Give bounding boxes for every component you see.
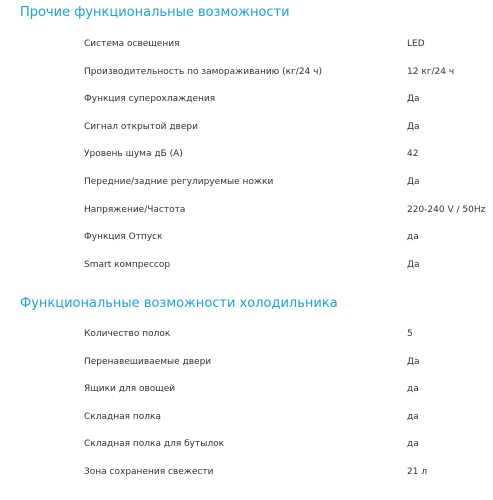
spec-value: 5 xyxy=(407,329,413,339)
spec-label: Ящики для овощей xyxy=(84,384,176,395)
spec-label: Складная полка для бутылок xyxy=(84,439,225,450)
spec-label: Сигнал открытой двери xyxy=(84,121,198,132)
spec-value: Да xyxy=(407,176,420,187)
spec-row-supercooling xyxy=(0,92,493,120)
spec-label: Функция Отпуск xyxy=(84,232,163,243)
spec-value: 220-240 V / 50Hz xyxy=(407,204,486,215)
spec-value: LED xyxy=(407,39,425,49)
spec-list-fridge-features xyxy=(0,327,493,493)
spec-value: 12 кг/24 ч xyxy=(407,66,455,77)
spec-row-noise-level xyxy=(0,147,493,175)
spec-list-other-features xyxy=(0,37,493,285)
spec-label: Smart компрессор xyxy=(84,259,171,270)
spec-value: да xyxy=(407,439,419,450)
spec-label: Количество полок xyxy=(84,329,171,339)
spec-label: Складная полка xyxy=(84,411,161,422)
spec-row-bottle-shelf xyxy=(0,437,493,465)
spec-value: 21 л xyxy=(407,466,428,477)
spec-value: да xyxy=(407,411,419,422)
spec-row-freezing-capacity xyxy=(0,65,493,93)
spec-row-door-alarm xyxy=(0,120,493,148)
spec-row-freshness-zone xyxy=(0,465,493,493)
spec-label: Система освещения xyxy=(84,39,180,49)
spec-label: Передние/задние регулируемые ножки xyxy=(84,176,274,187)
spec-row-smart-compressor xyxy=(0,258,493,286)
spec-row-lighting xyxy=(0,37,493,65)
spec-value: Да xyxy=(407,94,420,105)
spec-row-folding-shelf xyxy=(0,410,493,438)
spec-label: Напряжение/Частота xyxy=(84,204,186,215)
spec-row-shelf-count xyxy=(0,327,493,355)
spec-value: да xyxy=(407,232,419,243)
spec-value: Да xyxy=(407,121,420,132)
spec-row-reversible-doors xyxy=(0,355,493,383)
spec-row-holiday-mode xyxy=(0,230,493,258)
section-title-fridge-features: Функциональные возможности холодильника xyxy=(20,296,338,311)
spec-value: Да xyxy=(407,259,420,270)
spec-row-voltage xyxy=(0,203,493,231)
spec-row-adjustable-feet xyxy=(0,175,493,203)
spec-label: Функция суперохлаждения xyxy=(84,94,216,105)
spec-label: Уровень шума дБ (А) xyxy=(84,149,183,160)
spec-value: 42 xyxy=(407,149,419,160)
section-title-other-features: Прочие функциональные возможности xyxy=(20,5,290,20)
spec-label: Зона сохранения свежести xyxy=(84,466,214,477)
spec-value: да xyxy=(407,384,419,395)
spec-row-vegetable-drawers xyxy=(0,382,493,410)
spec-label: Производительность по замораживанию (кг/24 ч) xyxy=(84,66,322,77)
spec-label: Перенавешиваемые двери xyxy=(84,356,212,367)
spec-value: Да xyxy=(407,356,420,367)
